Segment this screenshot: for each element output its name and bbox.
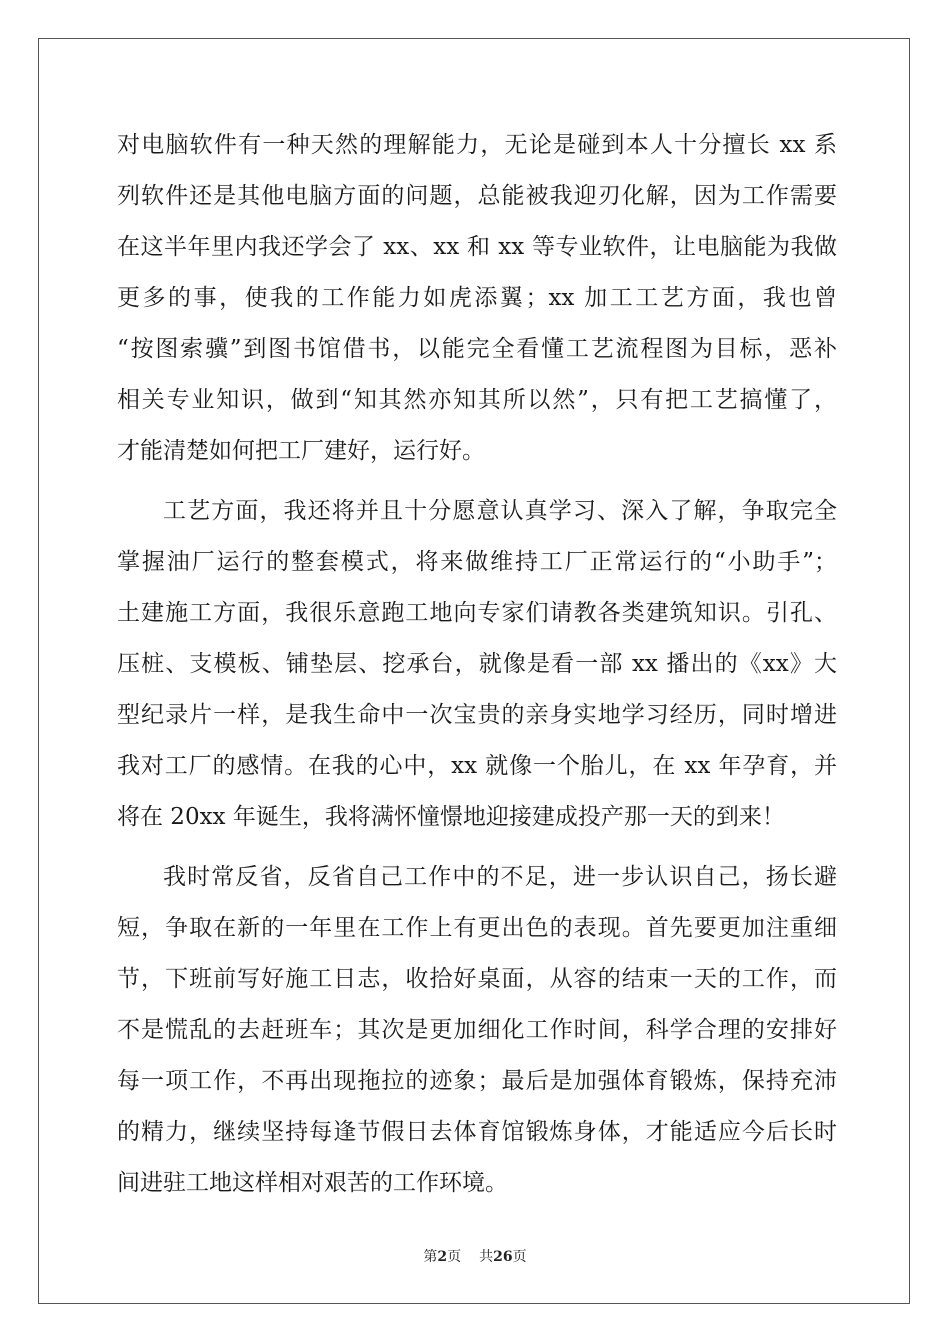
text-line: 列软件还是其他电脑方面的问题，总能被我迎刃化解，因为工作需要 xyxy=(117,183,837,209)
footer-total-prefix: 共 xyxy=(479,1249,494,1265)
text-line: 对电脑软件有一种天然的理解能力，无论是碰到本人十分擅长 xx 系 xyxy=(117,132,837,158)
footer-total-suffix: 页 xyxy=(512,1249,527,1265)
document-body xyxy=(117,120,837,1209)
text-line: 我对工厂的感情。在我的心中，xx 就像一个胎儿，在 xx 年孕育，并 xyxy=(117,753,837,779)
text-line: 工艺方面，我还将并且十分愿意认真学习、深入了解，争取完全 xyxy=(163,498,837,524)
text-line: 在这半年里内我还学会了 xx、xx 和 xx 等专业软件，让电脑能为我做 xyxy=(117,234,837,260)
footer-total-pages: 26 xyxy=(493,1249,513,1265)
page-footer xyxy=(0,1246,950,1266)
text-line: “按图索骥”到图书馆借书，以能完全看懂工艺流程图为目标，恶补 xyxy=(117,336,837,362)
text-line: 我时常反省，反省自己工作中的不足，进一步认识自己，扬长避 xyxy=(163,864,837,890)
footer-page-number: 2 xyxy=(437,1249,448,1265)
paragraph xyxy=(117,852,837,1209)
paragraph-gap xyxy=(117,843,837,852)
text-line: 节，下班前写好施工日志，收拾好桌面，从容的结束一天的工作，而 xyxy=(117,966,837,992)
text-line: 短，争取在新的一年里在工作上有更出色的表现。首先要更加注重细 xyxy=(117,915,837,941)
text-line: 将在 20xx 年诞生，我将满怀憧憬地迎接建成投产那一天的到来！ xyxy=(117,804,785,830)
text-line: 更多的事，使我的工作能力如虎添翼；xx 加工工艺方面，我也曾 xyxy=(117,285,837,311)
text-line: 型纪录片一样，是我生命中一次宝贵的亲身实地学习经历，同时增进 xyxy=(117,702,837,728)
text-line: 土建施工方面，我很乐意跑工地向专家们请教各类建筑知识。引孔、 xyxy=(117,600,837,626)
text-line: 间进驻工地这样相对艰苦的工作环境。 xyxy=(117,1170,508,1196)
paragraph-gap xyxy=(117,477,837,486)
text-line: 压桩、支模板、铺垫层、挖承台，就像是看一部 xx 播出的《xx》大 xyxy=(117,651,837,677)
paragraph xyxy=(117,120,837,477)
text-line: 掌握油厂运行的整套模式，将来做维持工厂正常运行的“小助手”； xyxy=(117,549,837,575)
text-line: 相关专业知识，做到“知其然亦知其所以然”，只有把工艺搞懂了， xyxy=(117,387,837,413)
text-line: 不是慌乱的去赶班车；其次是更加细化工作时间，科学合理的安排好 xyxy=(117,1017,837,1043)
text-line: 每一项工作，不再出现拖拉的迹象；最后是加强体育锻炼，保持充沛 xyxy=(117,1068,837,1094)
footer-page-suffix: 页 xyxy=(447,1249,462,1265)
footer-page-prefix: 第 xyxy=(423,1249,438,1265)
text-line: 才能清楚如何把工厂建好，运行好。 xyxy=(117,438,485,464)
paragraph xyxy=(117,486,837,843)
text-line: 的精力，继续坚持每逢节假日去体育馆锻炼身体，才能适应今后长时 xyxy=(117,1119,837,1145)
